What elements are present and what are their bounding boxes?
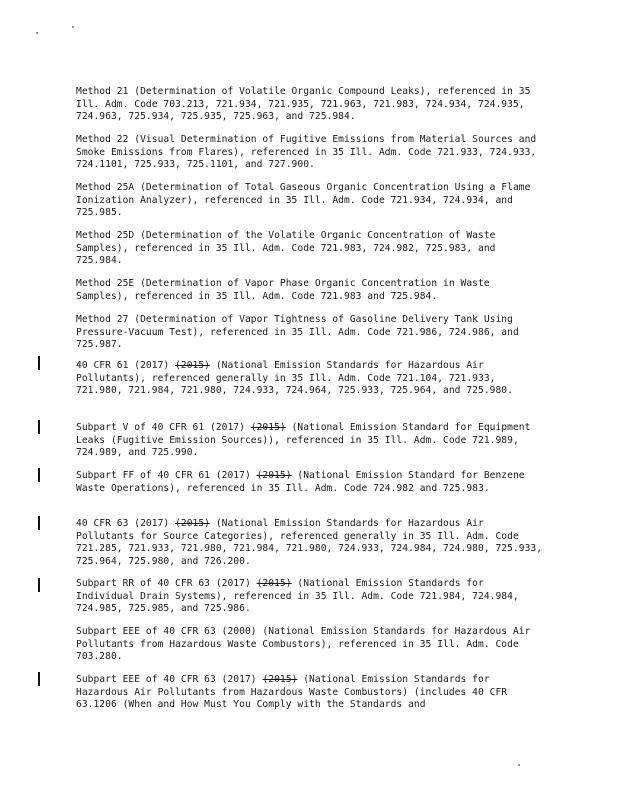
struck-year: (2015) [256,578,292,589]
change-bar [38,468,40,482]
struck-year: (2015) [256,470,292,481]
struck-year: (2015) [250,422,286,433]
method-21-paragraph: Method 21 (Determination of Volatile Organic Compound Leaks), referenced in 35 Ill. Adm. Code 703.213, 721.934, 721.935, 721.963, 721.983, 724.934, 724.935, 724.963, 725.934, 725.935, 725.963, and 725.984. [76,86,531,123]
change-bar [38,420,40,434]
change-bar [38,672,40,686]
scan-speck [518,764,520,766]
paragraph-text: Subpart RR of 40 CFR 63 (2017) [76,578,257,589]
scan-speck [36,32,38,34]
paragraph-text: (National Emission Standards for Hazardous Air Pollutants), referenced generally in 35 Ill. Adm. Code 721.104, 721.933, 721.980, 721.984, 721.980, 724.933, 724.964, 725.933, 725.964, and 725.980. [76,360,513,397]
paragraph-text: 40 CFR 61 (2017) [76,360,176,371]
cfr-63-subpart-rr-paragraph [76,578,546,616]
method-25d-paragraph: Method 25D (Determination of the Volatile Organic Concentration of Waste Samples), referenced in 35 Ill. Adm. Code 721.983, 724.982, 725.983, and 725.984. [76,230,496,267]
struck-year: (2015) [175,360,211,371]
cfr-63-paragraph [76,518,546,568]
method-25e-paragraph: Method 25E (Determination of Vapor Phase Organic Concentration in Waste Samples), referenced in 35 Ill. Adm. Code 721.983 and 725.984. [76,278,490,302]
scan-speck [72,26,74,28]
paragraph-text: Subpart V of 40 CFR 61 (2017) [76,422,251,433]
paragraph-text: (National Emission Standards for Hazardous Air Pollutants for Source Categories), referenced generally in 35 Ill. Adm. Code 721.285, 721.933, 721.980, 721.984, 721.980, 724.933, 724.984, 724.980, 725.933, 725.964, 725.980, and 726.200. [76,518,543,567]
method-22-paragraph: Method 22 (Visual Determination of Fugitive Emissions from Material Sources and Smoke Emissions from Flares), referenced in 35 Ill. Adm. Code 721.933, 724.933, 724.1101, 725.933, 725.1101, and 727.900. [76,134,537,171]
method-27-paragraph: Method 27 (Determination of Vapor Tightness of Gasoline Delivery Tank Using Pressure-Vacuum Test), referenced in 35 Ill. Adm. Code 721.986, 724.986, and 725.987. [76,314,519,351]
struck-year: (2015) [175,518,211,529]
cfr-61-paragraph [76,360,546,398]
paragraph-text: 40 CFR 63 (2017) [76,518,176,529]
paragraph-text: Subpart FF of 40 CFR 61 (2017) [76,470,257,481]
change-bar [38,356,40,370]
paragraph-text: (National Emission Standard for Benzene Waste Operations), referenced in 35 Ill. Adm. Code 724.982 and 725.983. [76,470,525,494]
cfr-61-subpart-v-paragraph [76,422,546,460]
cfr-61-subpart-ff-paragraph [76,470,546,495]
paragraph-text: Subpart EEE of 40 CFR 63 (2017) [76,674,263,685]
change-bar [38,578,40,592]
cfr-63-subpart-eee-2000-paragraph: Subpart EEE of 40 CFR 63 (2000) (National Emission Standards for Hazardous Air Pollutants from Hazardous Waste Combustors), referenced in 35 Ill. Adm. Code 703.280. [76,626,531,663]
cfr-63-subpart-eee-2017-paragraph [76,674,546,712]
change-bar [38,516,40,530]
paragraph-text: (National Emission Standards for Hazardous Air Pollutants from Hazardous Waste Combustors) (includes 40 CFR 63.1206 (When and How Must You Comply with the Standards and [76,674,508,711]
method-25a-paragraph: Method 25A (Determination of Total Gaseous Organic Concentration Using a Flame Ionization Analyzer), referenced in 35 Ill. Adm. Code 721.934, 724.934, and 725.985. [76,182,531,219]
paragraph-text: (National Emission Standard for Equipment Leaks (Fugitive Emission Sources)), referenced in 35 Ill. Adm. Code 721.989, 724.989, and 725.990. [76,422,531,459]
paragraph-text: (National Emission Standards for Individual Drain Systems), referenced in 35 Ill. Adm. Code 721.984, 724.984, 724.985, 725.985, and 725.986. [76,578,519,615]
struck-year: (2015) [262,674,298,685]
